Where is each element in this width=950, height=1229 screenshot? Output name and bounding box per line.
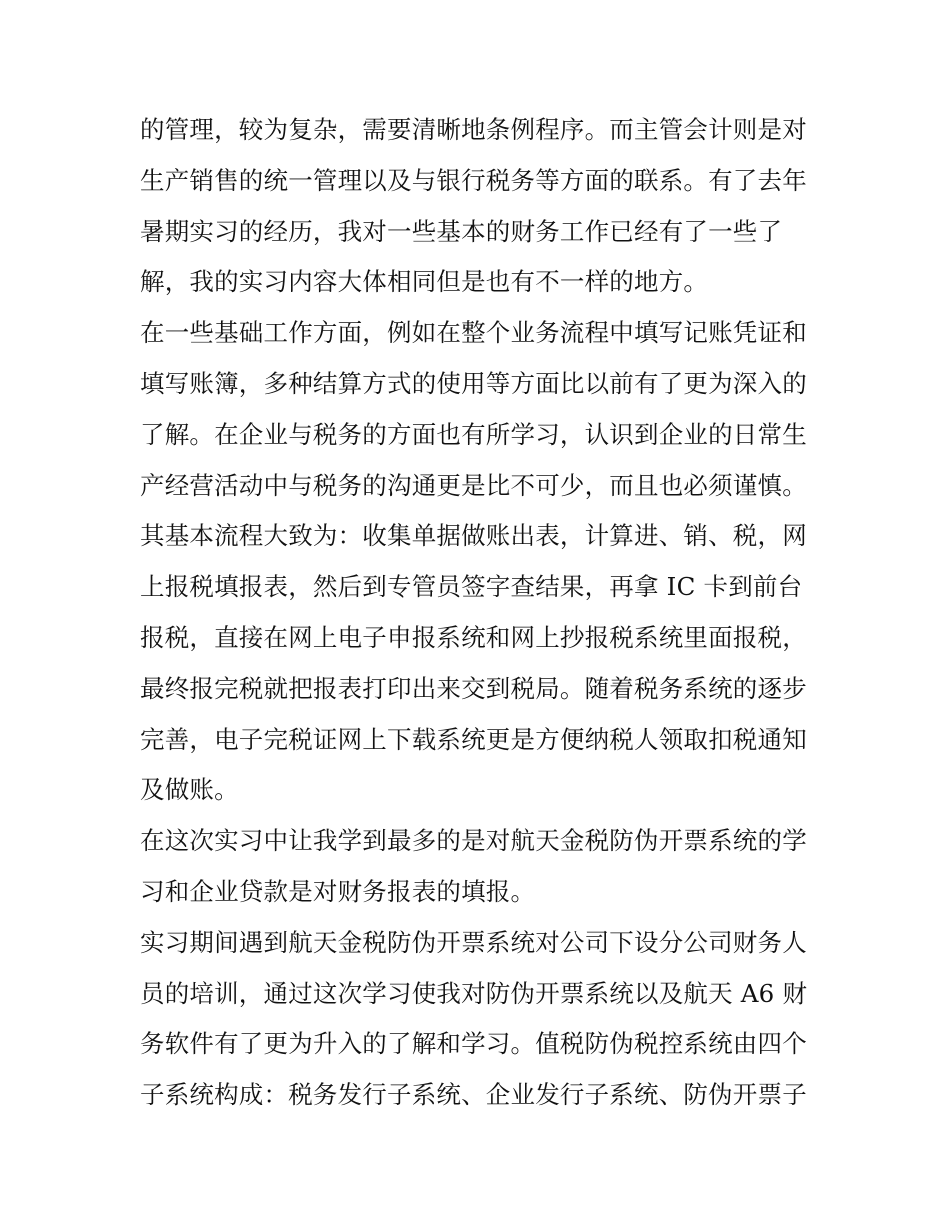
text-line: 完善，电子完税证网上下载系统更是方便纳税人领取扣税通知 [140,724,807,754]
text-line: 产经营活动中与税务的沟通更是比不可少，而且也必须谨慎。 [140,470,807,500]
text-line: 上报税填报表，然后到专管员签字查结果，再拿 IC 卡到前台 [140,572,803,602]
text-line: 生产销售的统一管理以及与银行税务等方面的联系。有了去年 [140,165,807,195]
text-line: 填写账簿，多种结算方式的使用等方面比以前有了更为深入的 [140,368,807,398]
text-line: 务软件有了更为升入的了解和学习。值税防伪税控系统由四个 [140,1029,807,1059]
body-text [140,105,830,1121]
text-line: 报税，直接在网上电子申报系统和网上抄报税系统里面报税， [140,622,807,652]
text-line: 其基本流程大致为：收集单据做账出表，计算进、销、税，网 [140,521,807,551]
text-line: 及做账。 [140,775,239,805]
text-line: 子系统构成：税务发行子系统、企业发行子系统、防伪开票子 [140,1080,807,1110]
text-line: 实习期间遇到航天金税防伪开票系统对公司下设分公司财务人 [140,927,807,957]
text-line: 解，我的实习内容大体相同但是也有不一样的地方。 [140,267,709,297]
text-line: 员的培训，通过这次学习使我对防伪开票系统以及航天 A6 财 [140,978,808,1008]
text-line: 习和企业贷款是对财务报表的填报。 [140,876,536,906]
text-line: 了解。在企业与税务的方面也有所学习，认识到企业的日常生 [140,419,807,449]
text-line: 暑期实习的经历，我对一些基本的财务工作已经有了一些了 [140,216,783,246]
text-line: 在这次实习中让我学到最多的是对航天金税防伪开票系统的学 [140,826,807,856]
text-line: 的管理，较为复杂，需要清晰地条例程序。而主管会计则是对 [140,115,807,144]
text-line: 在一些基础工作方面，例如在整个业务流程中填写记账凭证和 [140,318,807,348]
text-line: 最终报完税就把报表打印出来交到税局。随着税务系统的逐步 [140,673,807,703]
